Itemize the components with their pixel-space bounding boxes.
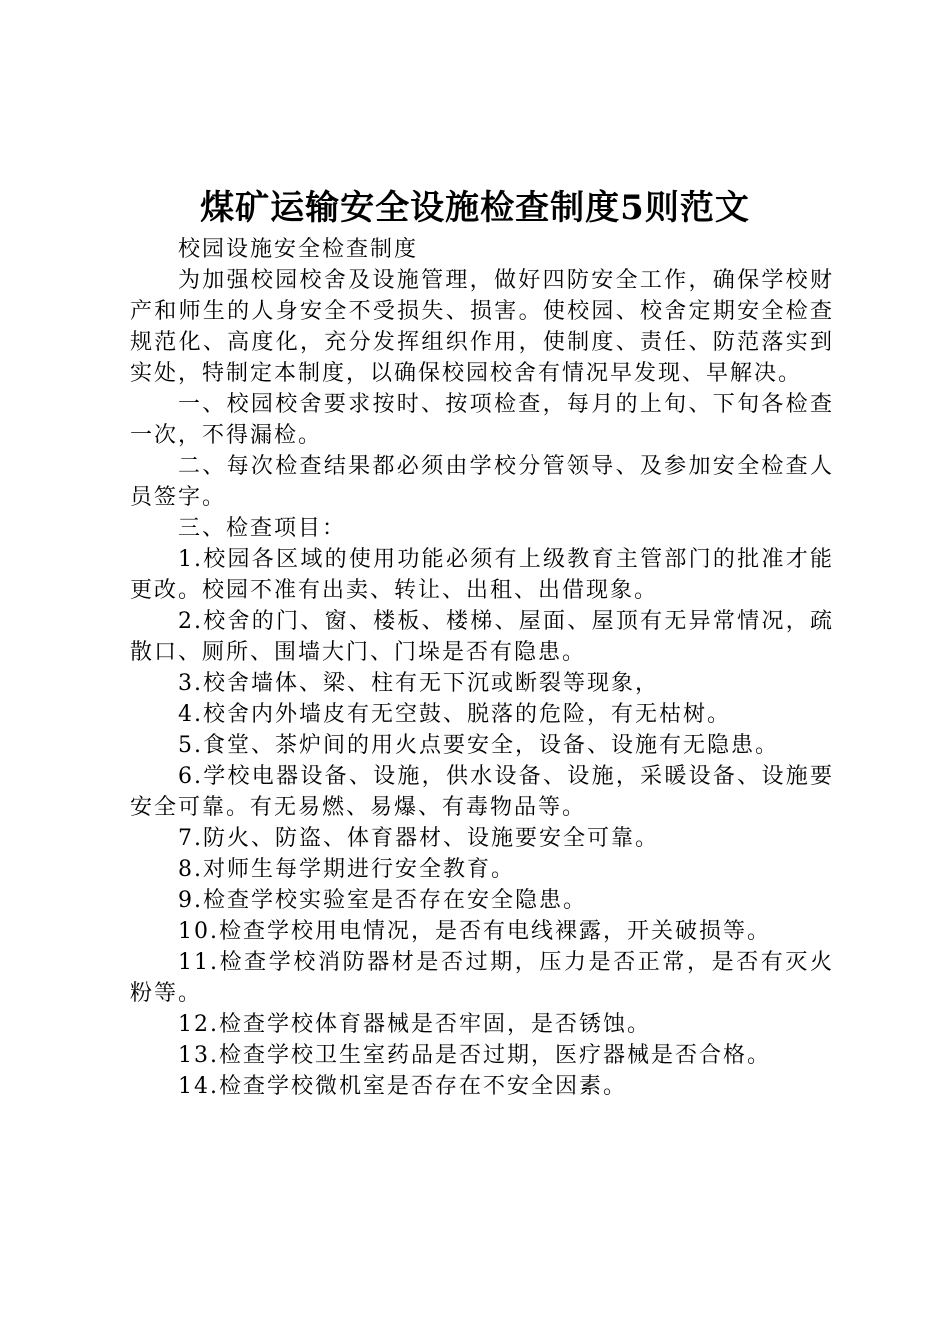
rule-paragraph: 一、校园校舍要求按时、按项检查，每月的上旬、下旬各检查一次，不得漏检。: [130, 392, 834, 448]
document-title: 煤矿运输安全设施检查制度5则范文: [200, 188, 750, 228]
section-heading: 校园设施安全检查制度: [178, 237, 419, 262]
list-item: 9.检查学校实验室是否存在安全隐患。: [178, 888, 587, 913]
list-item: 10.检查学校用电情况，是否有电线裸露，开关破损等。: [178, 919, 771, 944]
list-item: 7.防火、防盗、体育器材、设施要安全可靠。: [178, 826, 659, 851]
list-item: 6.学校电器设备、设施，供水设备、设施，采暖设备、设施要安全可靠。有无易燃、易爆、有毒物品等。: [130, 764, 834, 820]
list-item: 2.校舍的门、窗、楼板、楼梯、屋面、屋顶有无异常情况，疏散口、厕所、围墙大门、门垛是否有隐患。: [130, 609, 834, 665]
list-item: 8.对师生每学期进行安全教育。: [178, 857, 515, 882]
document-body: [130, 234, 834, 1102]
rule-paragraph: 二、每次检查结果都必须由学校分管领导、及参加安全检查人员签字。: [130, 454, 834, 510]
list-item: 14.检查学校微机室是否存在不安全因素。: [178, 1074, 627, 1099]
list-item: 3.校舍墙体、梁、柱有无下沉或断裂等现象，: [178, 671, 659, 696]
subsection-heading: 三、检查项目：: [178, 516, 347, 541]
intro-paragraph: 为加强校园校舍及设施管理，做好四防安全工作，确保学校财产和师生的人身安全不受损失、损害。使校园、校舍定期安全检查规范化、高度化，充分发挥组织作用，使制度、责任、防范落实到实处，特制定本制度，以确保校园校舍有情况早发现、早解决。: [130, 268, 834, 386]
list-item: 1.校园各区域的使用功能必须有上级教育主管部门的批准才能更改。校园不准有出卖、转让、出租、出借现象。: [130, 547, 834, 603]
list-item: 12.检查学校体育器械是否牢固，是否锈蚀。: [178, 1012, 651, 1037]
list-item: 13.检查学校卫生室药品是否过期，医疗器械是否合格。: [178, 1043, 771, 1068]
list-item: 4.校舍内外墙皮有无空鼓、脱落的危险，有无枯树。: [178, 702, 731, 727]
list-item: 5.食堂、茶炉间的用火点要安全，设备、设施有无隐患。: [178, 733, 779, 758]
list-item: 11.检查学校消防器材是否过期，压力是否正常，是否有灭火粉等。: [130, 950, 834, 1006]
